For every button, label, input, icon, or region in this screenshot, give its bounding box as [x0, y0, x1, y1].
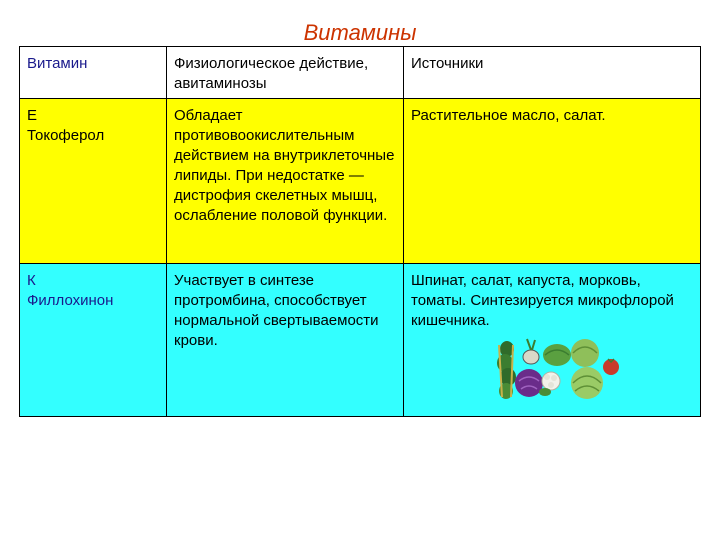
table-header-row: [20, 47, 701, 99]
vitamin-name: Филлохинон: [27, 292, 114, 309]
vitamin-letter: Е: [27, 107, 38, 124]
vitamin-cell: [20, 99, 167, 264]
vitamin-name: Токоферол: [27, 127, 105, 144]
turnip-icon: [523, 339, 539, 364]
vitamins-table: [19, 46, 701, 417]
vegetables-image: [495, 337, 625, 403]
header-sources: Источники: [404, 47, 701, 99]
page-title: Витамины: [303, 20, 417, 45]
cabbage-icon: [571, 339, 603, 399]
table-row-vitamin-e: [20, 99, 701, 264]
vitamin-cell: [20, 264, 167, 417]
action-cell: Участвует в синтезе протромбина, способствует нормальной свертываемости крови.: [167, 264, 404, 417]
action-cell: Обладает противовоокислительным действием на внутриклеточные липиды. При недостатке — дистрофия скелетных мышц, ослабление половой функции.: [167, 99, 404, 264]
lettuce-icon: [543, 344, 571, 366]
tomato-icon: [603, 359, 619, 375]
vitamin-letter: К: [27, 272, 36, 289]
red-cabbage-icon: [515, 369, 543, 397]
cauliflower-icon: [539, 372, 560, 396]
spinach-icon: [497, 341, 516, 399]
header-vitamin: Витамин: [20, 47, 167, 99]
sources-text: Шпинат, салат, капуста, морковь, томаты. Синтезируется микрофлорой кишечника.: [411, 272, 674, 329]
table-row-vitamin-k: [20, 264, 701, 417]
header-action: Физиологическое действие, авитаминозы: [167, 47, 404, 99]
sources-cell: [404, 264, 701, 417]
sources-cell: Растительное масло, салат.: [404, 99, 701, 264]
